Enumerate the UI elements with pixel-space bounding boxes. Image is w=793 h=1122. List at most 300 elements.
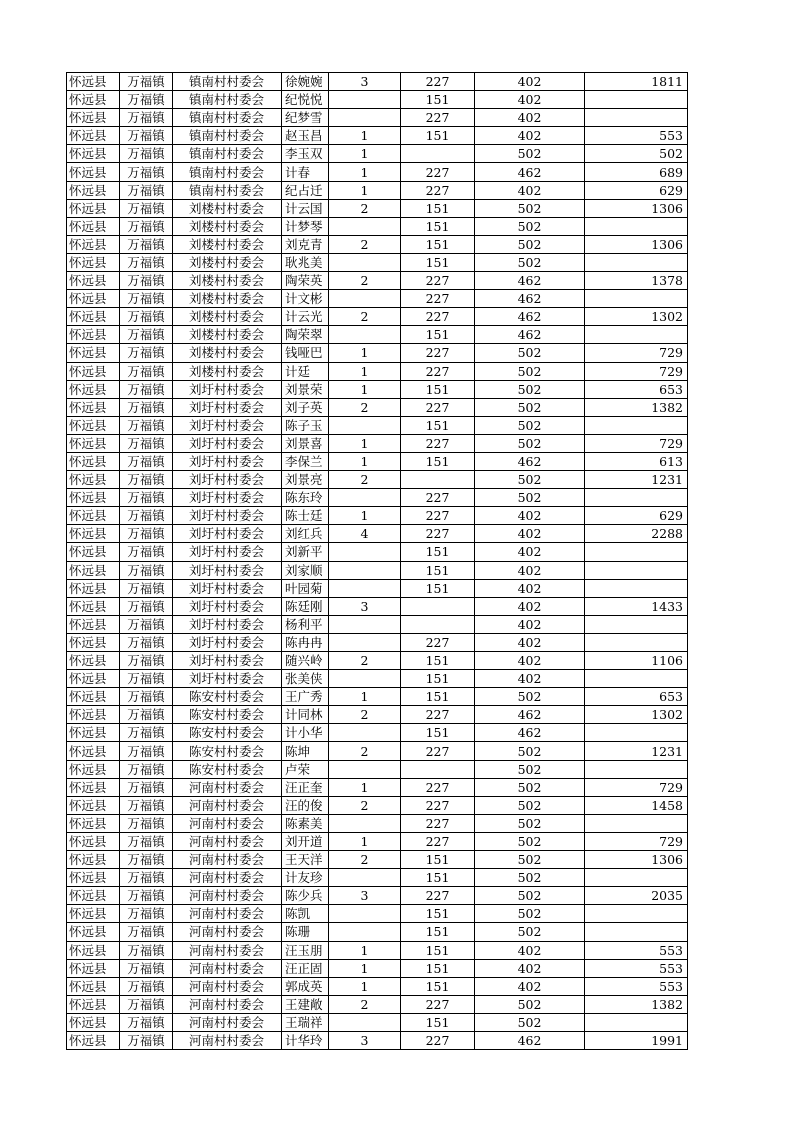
value-a-cell: 227 [401, 742, 475, 760]
county-cell: 怀远县 [67, 290, 120, 308]
county-cell: 怀远县 [67, 272, 120, 290]
count-cell [329, 416, 401, 434]
count-cell [329, 760, 401, 778]
town-cell: 万福镇 [120, 995, 173, 1013]
table-row [67, 235, 688, 253]
value-a-cell: 227 [401, 73, 475, 91]
name-cell: 计同林 [282, 706, 329, 724]
name-cell: 陈坤 [282, 742, 329, 760]
town-cell: 万福镇 [120, 688, 173, 706]
village-cell: 刘圩村村委会 [173, 380, 282, 398]
table-row [67, 452, 688, 470]
town-cell: 万福镇 [120, 851, 173, 869]
village-cell: 刘圩村村委会 [173, 471, 282, 489]
count-cell: 1 [329, 778, 401, 796]
total-cell: 553 [585, 127, 688, 145]
town-cell: 万福镇 [120, 869, 173, 887]
table-row [67, 199, 688, 217]
table-row [67, 814, 688, 832]
name-cell: 计云光 [282, 308, 329, 326]
value-b-cell: 502 [475, 869, 585, 887]
town-cell: 万福镇 [120, 308, 173, 326]
county-cell: 怀远县 [67, 452, 120, 470]
value-b-cell: 502 [475, 380, 585, 398]
county-cell: 怀远县 [67, 507, 120, 525]
total-cell [585, 561, 688, 579]
value-b-cell: 502 [475, 362, 585, 380]
name-cell: 李保兰 [282, 452, 329, 470]
value-a-cell: 151 [401, 253, 475, 271]
value-a-cell: 227 [401, 633, 475, 651]
count-cell: 2 [329, 706, 401, 724]
county-cell: 怀远县 [67, 796, 120, 814]
count-cell [329, 91, 401, 109]
village-cell: 河南村村委会 [173, 1031, 282, 1049]
name-cell: 计华玲 [282, 1031, 329, 1049]
table-row [67, 1013, 688, 1031]
name-cell: 钱哑巴 [282, 344, 329, 362]
total-cell: 1231 [585, 742, 688, 760]
count-cell [329, 814, 401, 832]
village-cell: 刘圩村村委会 [173, 597, 282, 615]
value-a-cell: 151 [401, 235, 475, 253]
name-cell: 刘克青 [282, 235, 329, 253]
value-b-cell: 502 [475, 1013, 585, 1031]
value-a-cell: 227 [401, 507, 475, 525]
value-b-cell: 502 [475, 416, 585, 434]
count-cell: 2 [329, 235, 401, 253]
count-cell: 1 [329, 941, 401, 959]
name-cell: 陈少兵 [282, 887, 329, 905]
total-cell: 729 [585, 778, 688, 796]
name-cell: 刘开道 [282, 832, 329, 850]
total-cell: 553 [585, 959, 688, 977]
value-b-cell: 462 [475, 272, 585, 290]
county-cell: 怀远县 [67, 688, 120, 706]
table-row [67, 127, 688, 145]
county-cell: 怀远县 [67, 199, 120, 217]
name-cell: 陈士廷 [282, 507, 329, 525]
value-a-cell: 151 [401, 688, 475, 706]
county-cell: 怀远县 [67, 398, 120, 416]
village-cell: 陈安村村委会 [173, 706, 282, 724]
village-cell: 河南村村委会 [173, 905, 282, 923]
name-cell: 卢荣 [282, 760, 329, 778]
value-a-cell: 151 [401, 452, 475, 470]
name-cell: 陈东玲 [282, 489, 329, 507]
county-cell: 怀远县 [67, 923, 120, 941]
value-a-cell: 151 [401, 851, 475, 869]
name-cell: 计廷 [282, 362, 329, 380]
county-cell: 怀远县 [67, 832, 120, 850]
table-row [67, 416, 688, 434]
value-b-cell: 402 [475, 561, 585, 579]
village-cell: 陈安村村委会 [173, 724, 282, 742]
village-cell: 刘楼村村委会 [173, 199, 282, 217]
name-cell: 李玉双 [282, 145, 329, 163]
table-row [67, 73, 688, 91]
value-b-cell: 402 [475, 597, 585, 615]
village-cell: 刘圩村村委会 [173, 633, 282, 651]
county-cell: 怀远县 [67, 615, 120, 633]
count-cell: 1 [329, 181, 401, 199]
village-cell: 陈安村村委会 [173, 742, 282, 760]
county-cell: 怀远县 [67, 91, 120, 109]
county-cell: 怀远县 [67, 941, 120, 959]
count-cell: 2 [329, 471, 401, 489]
name-cell: 计友珍 [282, 869, 329, 887]
value-a-cell: 151 [401, 652, 475, 670]
town-cell: 万福镇 [120, 91, 173, 109]
value-a-cell: 151 [401, 217, 475, 235]
county-cell: 怀远县 [67, 416, 120, 434]
count-cell: 1 [329, 434, 401, 452]
name-cell: 计文彬 [282, 290, 329, 308]
county-cell: 怀远县 [67, 344, 120, 362]
village-cell: 刘楼村村委会 [173, 362, 282, 380]
count-cell: 1 [329, 832, 401, 850]
value-a-cell: 151 [401, 977, 475, 995]
table-row [67, 272, 688, 290]
total-cell: 1231 [585, 471, 688, 489]
village-cell: 镇南村村委会 [173, 73, 282, 91]
table-row [67, 398, 688, 416]
table-row [67, 615, 688, 633]
total-cell: 729 [585, 832, 688, 850]
town-cell: 万福镇 [120, 977, 173, 995]
village-cell: 刘圩村村委会 [173, 398, 282, 416]
value-b-cell: 502 [475, 688, 585, 706]
count-cell: 1 [329, 452, 401, 470]
total-cell: 1306 [585, 851, 688, 869]
town-cell: 万福镇 [120, 1031, 173, 1049]
total-cell: 729 [585, 362, 688, 380]
county-cell: 怀远县 [67, 633, 120, 651]
name-cell: 陶荣翠 [282, 326, 329, 344]
value-a-cell: 151 [401, 670, 475, 688]
value-b-cell: 502 [475, 398, 585, 416]
total-cell: 729 [585, 344, 688, 362]
county-cell: 怀远县 [67, 434, 120, 452]
name-cell: 耿兆美 [282, 253, 329, 271]
value-a-cell: 227 [401, 796, 475, 814]
village-cell: 河南村村委会 [173, 887, 282, 905]
county-cell: 怀远县 [67, 73, 120, 91]
village-cell: 刘圩村村委会 [173, 416, 282, 434]
value-a-cell: 227 [401, 344, 475, 362]
name-cell: 杨利平 [282, 615, 329, 633]
total-cell [585, 253, 688, 271]
name-cell: 计小华 [282, 724, 329, 742]
village-cell: 镇南村村委会 [173, 91, 282, 109]
total-cell: 1382 [585, 398, 688, 416]
value-b-cell: 502 [475, 905, 585, 923]
village-cell: 刘圩村村委会 [173, 561, 282, 579]
village-cell: 刘楼村村委会 [173, 290, 282, 308]
table-row [67, 471, 688, 489]
county-cell: 怀远县 [67, 905, 120, 923]
count-cell [329, 724, 401, 742]
county-cell: 怀远县 [67, 326, 120, 344]
village-cell: 刘圩村村委会 [173, 543, 282, 561]
value-b-cell: 402 [475, 525, 585, 543]
count-cell: 2 [329, 742, 401, 760]
town-cell: 万福镇 [120, 561, 173, 579]
county-cell: 怀远县 [67, 995, 120, 1013]
count-cell: 1 [329, 145, 401, 163]
county-cell: 怀远县 [67, 543, 120, 561]
table-row [67, 959, 688, 977]
county-cell: 怀远县 [67, 145, 120, 163]
total-cell [585, 91, 688, 109]
value-a-cell: 151 [401, 1013, 475, 1031]
value-b-cell: 502 [475, 235, 585, 253]
town-cell: 万福镇 [120, 724, 173, 742]
town-cell: 万福镇 [120, 887, 173, 905]
value-b-cell: 462 [475, 706, 585, 724]
village-cell: 河南村村委会 [173, 851, 282, 869]
table-row [67, 706, 688, 724]
county-cell: 怀远县 [67, 579, 120, 597]
value-b-cell: 502 [475, 217, 585, 235]
county-cell: 怀远县 [67, 217, 120, 235]
town-cell: 万福镇 [120, 217, 173, 235]
value-b-cell: 402 [475, 507, 585, 525]
count-cell [329, 326, 401, 344]
table-row [67, 109, 688, 127]
value-b-cell: 502 [475, 344, 585, 362]
town-cell: 万福镇 [120, 760, 173, 778]
count-cell [329, 290, 401, 308]
name-cell: 赵玉昌 [282, 127, 329, 145]
count-cell: 2 [329, 398, 401, 416]
village-cell: 河南村村委会 [173, 959, 282, 977]
total-cell: 629 [585, 181, 688, 199]
table-body [67, 73, 688, 1050]
town-cell: 万福镇 [120, 959, 173, 977]
count-cell [329, 561, 401, 579]
total-cell: 1302 [585, 308, 688, 326]
county-cell: 怀远县 [67, 1031, 120, 1049]
value-a-cell: 227 [401, 1031, 475, 1049]
value-a-cell: 151 [401, 91, 475, 109]
name-cell: 陈珊 [282, 923, 329, 941]
village-cell: 镇南村村委会 [173, 127, 282, 145]
value-a-cell: 151 [401, 923, 475, 941]
town-cell: 万福镇 [120, 832, 173, 850]
county-cell: 怀远县 [67, 1013, 120, 1031]
total-cell: 553 [585, 941, 688, 959]
value-a-cell [401, 615, 475, 633]
village-cell: 刘圩村村委会 [173, 652, 282, 670]
village-cell: 河南村村委会 [173, 832, 282, 850]
table-row [67, 597, 688, 615]
name-cell: 纪占迁 [282, 181, 329, 199]
value-a-cell: 151 [401, 326, 475, 344]
village-cell: 河南村村委会 [173, 796, 282, 814]
count-cell: 1 [329, 959, 401, 977]
name-cell: 刘景喜 [282, 434, 329, 452]
county-cell: 怀远县 [67, 109, 120, 127]
total-cell: 729 [585, 434, 688, 452]
count-cell: 1 [329, 507, 401, 525]
county-cell: 怀远县 [67, 778, 120, 796]
name-cell: 刘景荣 [282, 380, 329, 398]
value-b-cell: 502 [475, 471, 585, 489]
table-row [67, 760, 688, 778]
table-row [67, 941, 688, 959]
count-cell: 3 [329, 73, 401, 91]
value-b-cell: 402 [475, 652, 585, 670]
village-cell: 刘圩村村委会 [173, 670, 282, 688]
count-cell [329, 615, 401, 633]
count-cell [329, 905, 401, 923]
name-cell: 陶荣英 [282, 272, 329, 290]
village-cell: 河南村村委会 [173, 778, 282, 796]
town-cell: 万福镇 [120, 434, 173, 452]
value-b-cell: 502 [475, 923, 585, 941]
village-cell: 刘圩村村委会 [173, 525, 282, 543]
value-b-cell: 402 [475, 109, 585, 127]
value-b-cell: 402 [475, 579, 585, 597]
total-cell [585, 905, 688, 923]
village-cell: 刘楼村村委会 [173, 272, 282, 290]
data-table [66, 72, 688, 1050]
county-cell: 怀远县 [67, 235, 120, 253]
table-row [67, 688, 688, 706]
town-cell: 万福镇 [120, 1013, 173, 1031]
count-cell: 3 [329, 597, 401, 615]
table-row [67, 308, 688, 326]
town-cell: 万福镇 [120, 253, 173, 271]
table-row [67, 724, 688, 742]
count-cell: 1 [329, 977, 401, 995]
town-cell: 万福镇 [120, 633, 173, 651]
name-cell: 纪悦悦 [282, 91, 329, 109]
value-a-cell [401, 597, 475, 615]
count-cell: 3 [329, 1031, 401, 1049]
town-cell: 万福镇 [120, 326, 173, 344]
town-cell: 万福镇 [120, 272, 173, 290]
county-cell: 怀远县 [67, 362, 120, 380]
count-cell: 1 [329, 127, 401, 145]
village-cell: 刘圩村村委会 [173, 434, 282, 452]
county-cell: 怀远县 [67, 959, 120, 977]
total-cell: 1382 [585, 995, 688, 1013]
value-b-cell: 462 [475, 1031, 585, 1049]
town-cell: 万福镇 [120, 380, 173, 398]
table-row [67, 253, 688, 271]
value-a-cell: 227 [401, 181, 475, 199]
count-cell: 1 [329, 362, 401, 380]
value-a-cell: 227 [401, 109, 475, 127]
value-a-cell: 151 [401, 380, 475, 398]
town-cell: 万福镇 [120, 652, 173, 670]
village-cell: 镇南村村委会 [173, 163, 282, 181]
total-cell: 653 [585, 688, 688, 706]
name-cell: 张美侠 [282, 670, 329, 688]
town-cell: 万福镇 [120, 778, 173, 796]
value-a-cell: 151 [401, 579, 475, 597]
value-b-cell: 502 [475, 995, 585, 1013]
county-cell: 怀远县 [67, 181, 120, 199]
count-cell: 2 [329, 851, 401, 869]
value-a-cell: 227 [401, 362, 475, 380]
town-cell: 万福镇 [120, 398, 173, 416]
name-cell: 汪玉朋 [282, 941, 329, 959]
value-a-cell: 227 [401, 887, 475, 905]
count-cell [329, 253, 401, 271]
count-cell [329, 1013, 401, 1031]
county-cell: 怀远县 [67, 977, 120, 995]
total-cell [585, 290, 688, 308]
table-row [67, 995, 688, 1013]
table-row [67, 380, 688, 398]
total-cell [585, 326, 688, 344]
table-row [67, 434, 688, 452]
count-cell [329, 489, 401, 507]
county-cell: 怀远县 [67, 489, 120, 507]
village-cell: 河南村村委会 [173, 941, 282, 959]
table-row [67, 326, 688, 344]
count-cell: 2 [329, 796, 401, 814]
town-cell: 万福镇 [120, 109, 173, 127]
village-cell: 河南村村委会 [173, 1013, 282, 1031]
table-row [67, 525, 688, 543]
value-a-cell [401, 145, 475, 163]
table-row [67, 579, 688, 597]
value-a-cell: 151 [401, 869, 475, 887]
value-a-cell: 227 [401, 398, 475, 416]
town-cell: 万福镇 [120, 941, 173, 959]
name-cell: 徐婉婉 [282, 73, 329, 91]
county-cell: 怀远县 [67, 869, 120, 887]
town-cell: 万福镇 [120, 507, 173, 525]
count-cell: 2 [329, 199, 401, 217]
county-cell: 怀远县 [67, 525, 120, 543]
table-row [67, 851, 688, 869]
village-cell: 镇南村村委会 [173, 109, 282, 127]
value-b-cell: 502 [475, 887, 585, 905]
value-a-cell: 151 [401, 199, 475, 217]
value-b-cell: 462 [475, 163, 585, 181]
table-row [67, 344, 688, 362]
value-a-cell: 227 [401, 814, 475, 832]
town-cell: 万福镇 [120, 670, 173, 688]
village-cell: 刘圩村村委会 [173, 615, 282, 633]
village-cell: 刘楼村村委会 [173, 308, 282, 326]
town-cell: 万福镇 [120, 543, 173, 561]
name-cell: 王瑞祥 [282, 1013, 329, 1031]
county-cell: 怀远县 [67, 597, 120, 615]
value-b-cell: 502 [475, 253, 585, 271]
count-cell [329, 579, 401, 597]
value-b-cell: 502 [475, 489, 585, 507]
count-cell: 2 [329, 995, 401, 1013]
town-cell: 万福镇 [120, 416, 173, 434]
table-row [67, 163, 688, 181]
village-cell: 刘楼村村委会 [173, 344, 282, 362]
county-cell: 怀远县 [67, 471, 120, 489]
table-row [67, 633, 688, 651]
town-cell: 万福镇 [120, 73, 173, 91]
county-cell: 怀远县 [67, 887, 120, 905]
village-cell: 刘楼村村委会 [173, 235, 282, 253]
village-cell: 陈安村村委会 [173, 760, 282, 778]
total-cell: 629 [585, 507, 688, 525]
town-cell: 万福镇 [120, 489, 173, 507]
count-cell [329, 633, 401, 651]
